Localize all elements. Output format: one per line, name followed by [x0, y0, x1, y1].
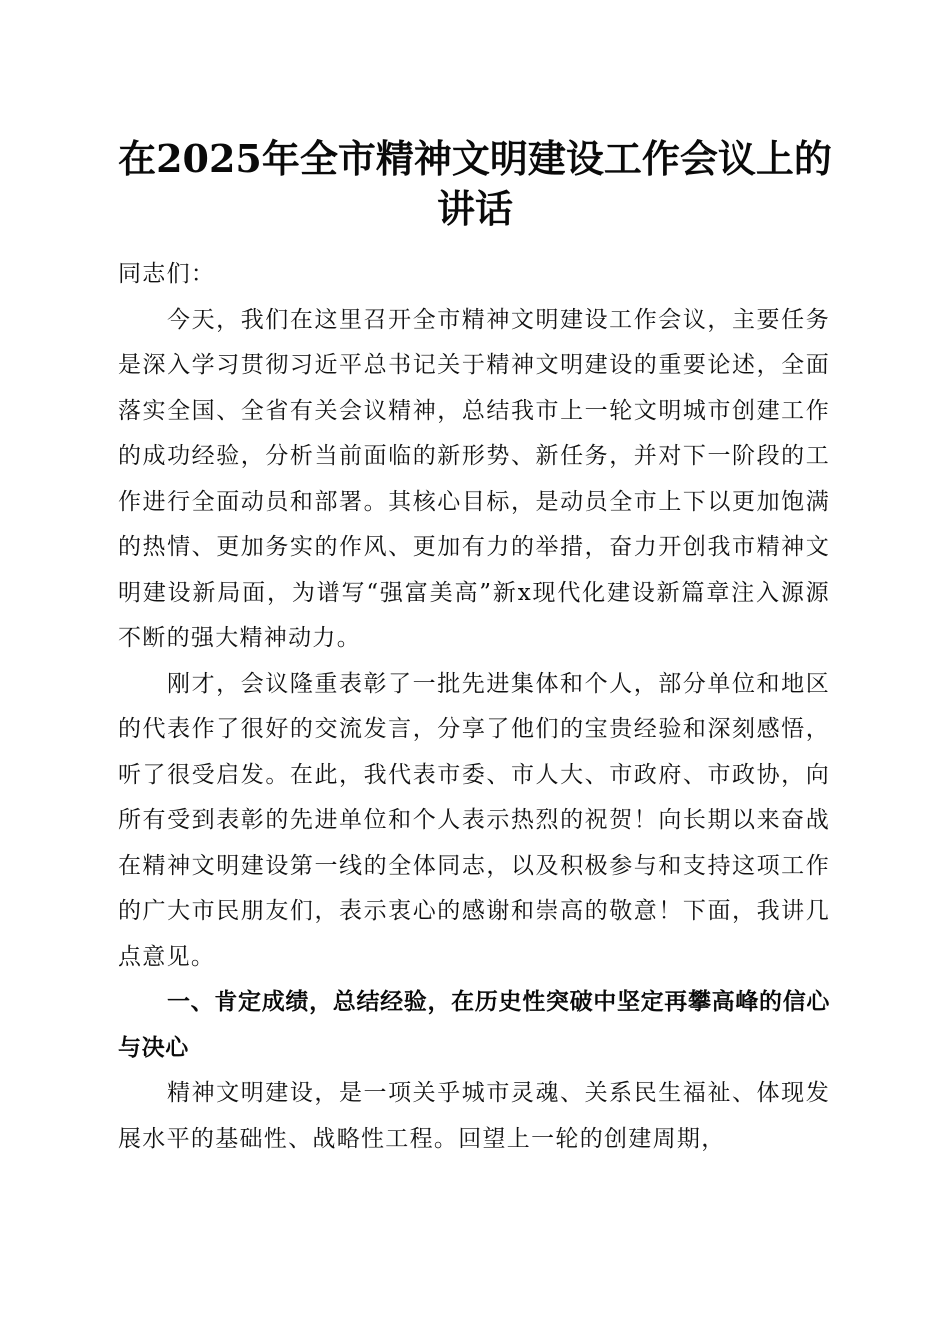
- paragraph-section-one: 精神文明建设，是一项关乎城市灵魂、关系民生福祉、体现发展水平的基础性、战略性工程。回望上一轮的创建周期，: [118, 1080, 830, 1152]
- paragraph-intro: 今天，我们在这里召开全市精神文明建设工作会议，主要任务是深入学习贯彻习近平总书记关于精神文明建设的重要论述，全面落实全国、全省有关会议精神，总结我市上一轮文明城市创建工作的成功经验，分析当前面临的新形势、新任务，并对下一阶段的工作进行全面动员和部署。其核心目标，是动员全市上下以更加饱满的热情、更加务实的作风、更加有力的举措，奋力开创我市精神文明建设新局面，为谱写“强富美高”新x现代化建设新篇章注入源源不断的强大精神动力。: [118, 306, 830, 651]
- salutation: 同志们：: [118, 261, 216, 287]
- document-title: 在2025年全市精神文明建设工作会议上的讲话: [118, 136, 832, 231]
- paragraph-commendation: 刚才，会议隆重表彰了一批先进集体和个人，部分单位和地区的代表作了很好的交流发言，分享了他们的宝贵经验和深刻感悟，听了很受启发。在此，我代表市委、市人大、市政府、市政协，向所有受到表彰的先进单位和个人表示热烈的祝贺！向长期以来奋战在精神文明建设第一线的全体同志，以及积极参与和支持这项工作的广大市民朋友们，表示衷心的感谢和崇高的敬意！下面，我讲几点意见。: [118, 670, 830, 970]
- document-body: [118, 252, 830, 1162]
- section-heading: 一、肯定成绩，总结经验，在历史性突破中坚定再攀高峰的信心与决心: [118, 989, 830, 1061]
